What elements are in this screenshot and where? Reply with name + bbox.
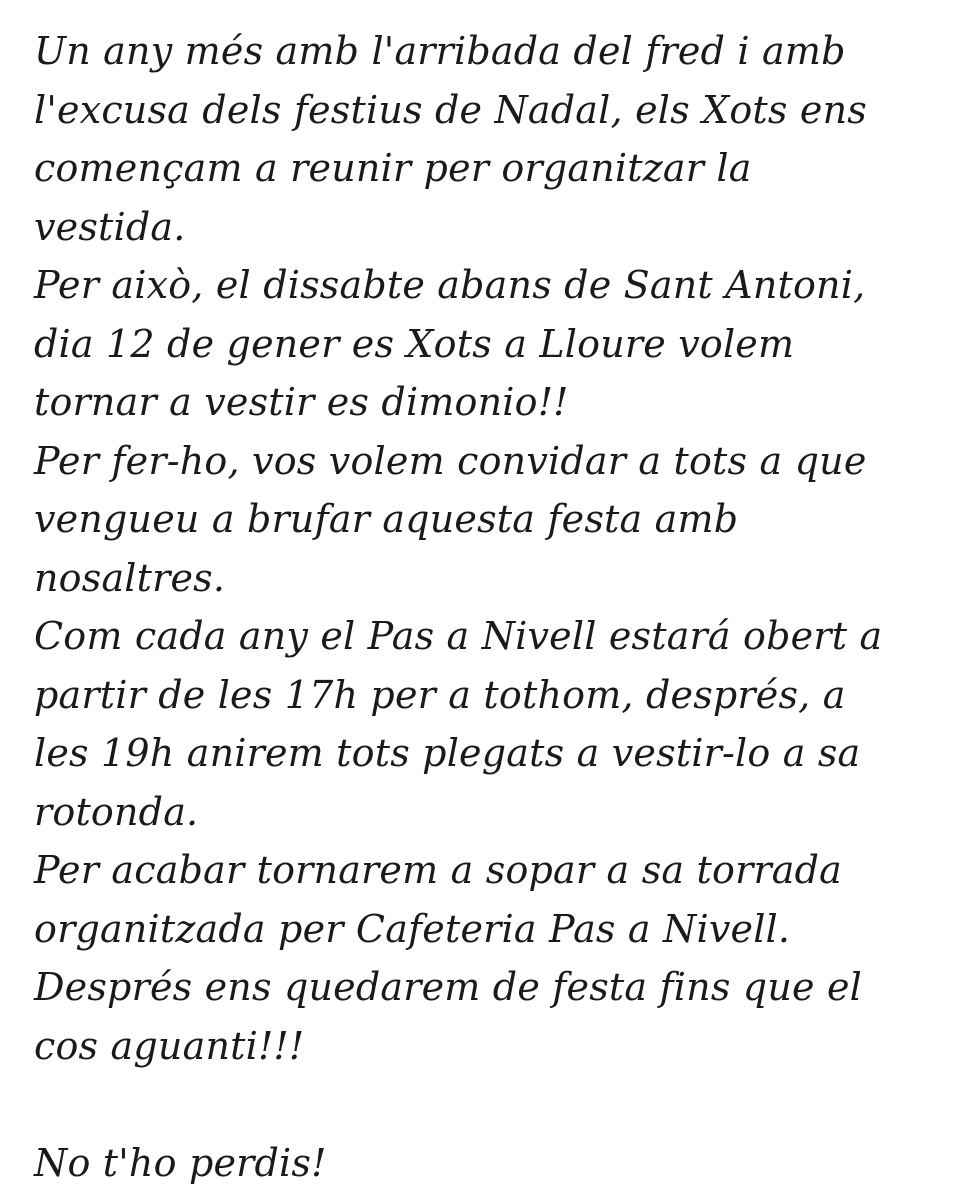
blank-line [34, 1075, 940, 1134]
text-line: partir de les 17h per a tothom, després, a [34, 672, 846, 717]
text-line: cos aguanti!!! [34, 1023, 305, 1068]
text-line: Per acabar tornarem a sopar a sa torrada [34, 848, 843, 892]
text-line: començam a reunir per organitzar la [34, 146, 752, 190]
text-line: Com cada any el Pas a Nivell estará obert a [34, 614, 883, 658]
text-line: vengueu a brufar aquesta festa amb [34, 497, 739, 541]
text-line: tornar a vestir es dimonio!! [34, 380, 569, 424]
handwritten-text-block [34, 22, 940, 1192]
text-line: Per fer-ho, vos volem convidar a tots a que [34, 438, 867, 483]
text-line: dia 12 de gener es Xots a Lloure volem [34, 321, 795, 366]
text-line: Per això, el dissabte abans de Sant Antoni, [34, 263, 866, 307]
text-line: vestida. [34, 204, 186, 249]
text-line: Un any més amb l'arribada del fred i amb [34, 29, 846, 73]
text-line: nosaltres. [34, 555, 226, 600]
text-line: l'excusa dels festius de Nadal, els Xots ens [34, 87, 867, 132]
text-line: Després ens quedarem de festa fins que el [34, 965, 863, 1009]
text-line: organitzada per Cafeteria Pas a Nivell. [34, 906, 791, 951]
text-line: les 19h anirem tots plegats a vestir-lo a sa [34, 731, 861, 775]
closing-line: No t'ho perdis! [34, 1140, 327, 1185]
text-line: rotonda. [34, 789, 199, 834]
